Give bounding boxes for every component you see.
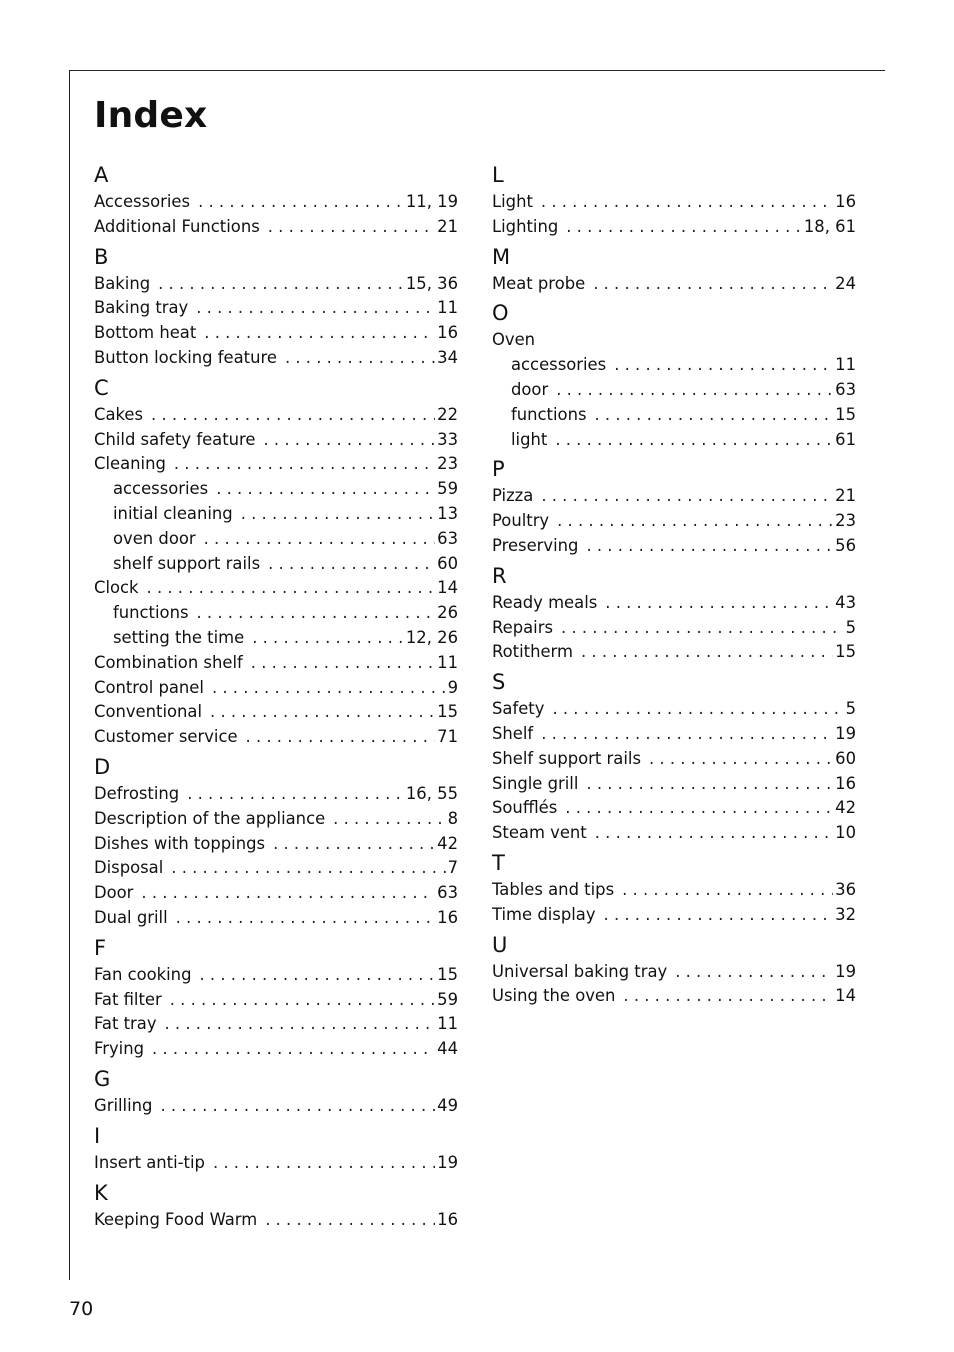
entry-page-number: 14 [835, 986, 856, 1006]
dot-leader [204, 527, 436, 552]
dot-leader [623, 984, 833, 1009]
index-subentry [492, 403, 856, 428]
index-entry [94, 190, 458, 215]
entry-label: accessories [511, 355, 607, 375]
index-entry [94, 1012, 458, 1037]
index-entry [94, 651, 458, 676]
entry-page-number: 36 [835, 879, 856, 899]
dot-leader [171, 856, 445, 881]
index-entry [94, 428, 458, 453]
entry-page-number: 61 [835, 429, 856, 449]
entry-label: Clock [94, 578, 139, 598]
index-subentry [94, 502, 458, 527]
index-entry [94, 452, 458, 477]
entry-page-number: 15 [437, 702, 458, 722]
entry-label: Repairs [492, 617, 554, 637]
entry-label: Safety [492, 699, 545, 719]
index-entry [492, 509, 856, 534]
left-rule [69, 70, 70, 1280]
index-entry [492, 215, 856, 240]
index-entry [94, 346, 458, 371]
entry-page-number: 12, 26 [405, 627, 458, 647]
index-letter-l: L [492, 163, 504, 187]
index-letter-s: S [492, 670, 506, 695]
entry-page-number: 9 [447, 677, 458, 697]
entry-page-number: 42 [835, 798, 856, 818]
index-entry [94, 906, 458, 931]
index-letter-d: D [94, 754, 111, 779]
entry-label: Preserving [492, 535, 579, 555]
entry-page-number: 21 [835, 486, 856, 506]
entry-label: Shelf [492, 723, 534, 743]
index-column-left [94, 162, 458, 1232]
dot-leader [196, 296, 435, 321]
entry-label: Meat probe [492, 273, 586, 293]
entry-label: Insert anti-tip [94, 1152, 205, 1172]
entry-label: Cleaning [94, 454, 166, 474]
index-subentry [94, 527, 458, 552]
dot-leader [241, 502, 435, 527]
entry-label: oven door [113, 528, 196, 548]
entry-label: Accessories [94, 192, 191, 211]
dot-leader [555, 428, 833, 453]
dot-leader [541, 722, 833, 747]
dot-leader [268, 215, 435, 240]
entry-page-number: 26 [437, 603, 458, 623]
entry-page-number: 32 [835, 904, 856, 924]
dot-leader [556, 378, 833, 403]
dot-leader [216, 477, 435, 502]
entry-page-number: 60 [437, 553, 458, 573]
entry-page-number: 49 [437, 1095, 458, 1115]
entry-page-number: 18, 61 [803, 216, 856, 236]
entry-page-number: 16 [437, 1209, 458, 1229]
entry-label: Conventional [94, 702, 203, 722]
entry-page-number: 23 [437, 454, 458, 474]
index-letter-g: G [94, 1066, 111, 1091]
entry-page-number: 71 [437, 727, 458, 747]
index-entry [492, 878, 856, 903]
entry-label: Frying [94, 1039, 145, 1059]
dot-leader [199, 963, 435, 988]
entry-page-number: 15, 36 [405, 273, 458, 293]
entry-page-number: 60 [835, 748, 856, 768]
dot-leader [614, 353, 833, 378]
entry-page-number: 63 [835, 379, 856, 399]
index-entry [94, 1037, 458, 1062]
index-entry [94, 725, 458, 750]
dot-leader [268, 552, 435, 577]
entry-page-number: 13 [437, 503, 458, 523]
index-entry [94, 807, 458, 832]
entry-page-number: 14 [437, 578, 458, 598]
dot-leader [264, 428, 436, 453]
entry-label: Tables and tips [492, 879, 615, 899]
index-entry [492, 960, 856, 985]
entry-page-number: 10 [835, 823, 856, 843]
dot-leader [246, 725, 436, 750]
dot-leader [622, 878, 833, 903]
entry-page-number: 11 [437, 298, 458, 318]
index-entry [94, 782, 458, 807]
entry-page-number: 16 [835, 773, 856, 793]
dot-leader [170, 988, 435, 1013]
entry-page-number: 21 [437, 216, 458, 236]
entry-page-number: 19 [835, 961, 856, 981]
entry-page-number: 16 [437, 907, 458, 927]
dot-leader [285, 346, 435, 371]
dot-leader [176, 906, 436, 931]
index-letter-a: A [94, 163, 109, 187]
entry-page-number: 15 [835, 404, 856, 424]
dot-leader [565, 796, 833, 821]
entry-label: Cakes [94, 404, 144, 424]
index-entry [492, 534, 856, 559]
entry-label: Ready meals [492, 592, 598, 612]
index-subentry [94, 552, 458, 577]
entry-label: functions [113, 603, 189, 623]
entry-page-number: 16 [835, 192, 856, 211]
entry-page-number: 19 [437, 1152, 458, 1172]
entry-label: shelf support rails [113, 553, 261, 573]
dot-leader [147, 576, 436, 601]
dot-leader [541, 190, 833, 215]
dot-leader [204, 321, 435, 346]
entry-page-number: 19 [835, 723, 856, 743]
entry-page-number: 22 [437, 404, 458, 424]
index-entry [492, 796, 856, 821]
entry-label: Fat tray [94, 1014, 157, 1034]
index-entry [94, 1094, 458, 1119]
entry-label: Dishes with toppings [94, 833, 266, 853]
dot-leader [210, 700, 435, 725]
entry-label: Oven [492, 330, 536, 350]
entry-label: Poultry [492, 511, 550, 531]
entry-label: Rotitherm [492, 642, 573, 662]
index-letter-p: P [492, 457, 505, 482]
index-letter-f: F [94, 935, 107, 960]
page-title: Index [94, 95, 208, 136]
index-letter-r: R [492, 563, 507, 588]
index-entry [492, 821, 856, 846]
entry-page-number: 11, 19 [405, 192, 458, 211]
index-letter-c: C [94, 375, 109, 400]
entry-label: Light [492, 192, 533, 211]
dot-leader [165, 1012, 436, 1037]
dot-leader [158, 272, 404, 297]
entry-label: Using the oven [492, 986, 616, 1006]
dot-leader [198, 190, 404, 215]
entry-label: Pizza [492, 486, 534, 506]
index-subentry [94, 477, 458, 502]
dot-leader [151, 403, 435, 428]
index-entry [94, 296, 458, 321]
index-entry [94, 832, 458, 857]
entry-page-number: 11 [437, 652, 458, 672]
dot-leader [649, 747, 833, 772]
index-letter-t: T [492, 850, 505, 875]
index-entry [94, 403, 458, 428]
entry-page-number: 23 [835, 511, 856, 531]
entry-label: Description of the appliance [94, 808, 326, 828]
index-entry [94, 988, 458, 1013]
index-subentry [492, 428, 856, 453]
entry-label: accessories [113, 479, 209, 499]
entry-page-number: 8 [447, 808, 458, 828]
entry-label: Shelf support rails [492, 748, 641, 768]
index-entry [492, 591, 856, 616]
index-subentry [94, 626, 458, 651]
entry-page-number: 33 [437, 429, 458, 449]
dot-leader [273, 832, 435, 857]
entry-page-number: 24 [835, 273, 856, 293]
dot-leader [593, 272, 833, 297]
index-letter-u: U [492, 932, 508, 957]
dot-leader [552, 697, 843, 722]
index-subentry [94, 601, 458, 626]
page-number: 70 [69, 1298, 94, 1320]
index-letter-o: O [492, 301, 509, 326]
entry-label: Baking tray [94, 298, 189, 318]
entry-label: Single grill [492, 773, 579, 793]
index-entry [94, 272, 458, 297]
entry-label: Bottom heat [94, 323, 197, 343]
index-entry [492, 697, 856, 722]
entry-label: Grilling [94, 1095, 153, 1115]
dot-leader [557, 509, 833, 534]
index-entry [94, 576, 458, 601]
index-entry [94, 676, 458, 701]
dot-leader [675, 960, 833, 985]
index-entry [492, 722, 856, 747]
dot-leader [212, 676, 446, 701]
dot-leader [160, 1094, 435, 1119]
entry-label: Soufflés [492, 798, 558, 818]
entry-label: Baking [94, 273, 151, 293]
entry-label: Steam vent [492, 823, 587, 843]
dot-leader [604, 903, 834, 928]
entry-label: Door [94, 883, 134, 903]
dot-leader [566, 215, 802, 240]
entry-label: initial cleaning [113, 503, 233, 523]
entry-label: Customer service [94, 727, 238, 747]
index-letter-k: K [94, 1180, 108, 1205]
entry-page-number: 44 [437, 1039, 458, 1059]
entry-label: Child safety feature [94, 429, 256, 449]
entry-page-number: 5 [845, 617, 856, 637]
index-entry [492, 640, 856, 665]
dot-leader [333, 807, 445, 832]
index-entry [94, 321, 458, 346]
entry-page-number: 15 [835, 642, 856, 662]
index-entry [492, 616, 856, 641]
entry-label: setting the time [113, 627, 245, 647]
dot-leader [252, 626, 404, 651]
index-entry [492, 272, 856, 297]
entry-label: light [511, 429, 548, 449]
entry-label: Keeping Food Warm [94, 1209, 258, 1229]
index-entry [492, 328, 856, 353]
entry-page-number: 34 [437, 347, 458, 367]
dot-leader [595, 821, 833, 846]
entry-label: Disposal [94, 858, 164, 878]
entry-page-number: 7 [447, 858, 458, 878]
dot-leader [581, 640, 833, 665]
entry-label: Defrosting [94, 783, 180, 803]
entry-page-number: 42 [437, 833, 458, 853]
dot-leader [605, 591, 833, 616]
dot-leader [174, 452, 435, 477]
index-entry [492, 747, 856, 772]
entry-label: door [511, 379, 549, 399]
top-rule [69, 70, 885, 71]
entry-label: Combination shelf [94, 652, 243, 672]
entry-label: functions [511, 404, 587, 424]
dot-leader [265, 1208, 435, 1233]
entry-page-number: 16, 55 [405, 783, 458, 803]
entry-page-number: 63 [437, 528, 458, 548]
dot-leader [586, 534, 833, 559]
entry-label: Time display [492, 904, 596, 924]
index-entry [94, 1208, 458, 1233]
entry-page-number: 59 [437, 989, 458, 1009]
dot-leader [187, 782, 404, 807]
entry-label: Button locking feature [94, 347, 277, 367]
dot-leader [586, 772, 833, 797]
entry-page-number: 16 [437, 323, 458, 343]
entry-page-number: 11 [835, 355, 856, 375]
index-entry [94, 1151, 458, 1176]
index-entry [94, 215, 458, 240]
index-entry [492, 772, 856, 797]
entry-label: Universal baking tray [492, 961, 668, 981]
entry-page-number: 15 [437, 964, 458, 984]
index-letter-m: M [492, 244, 511, 269]
entry-label: Lighting [492, 216, 559, 236]
index-entry [94, 856, 458, 881]
index-entry [94, 881, 458, 906]
entry-page-number: 56 [835, 535, 856, 555]
entry-label: Additional Functions [94, 216, 260, 236]
index-subentry [492, 378, 856, 403]
entry-page-number: 11 [437, 1014, 458, 1034]
entry-page-number: 43 [835, 592, 856, 612]
entry-page-number: 63 [437, 883, 458, 903]
dot-leader [541, 484, 833, 509]
entry-label: Fat filter [94, 989, 162, 1009]
dot-leader [152, 1037, 435, 1062]
dot-leader [595, 403, 834, 428]
index-letter-b: B [94, 244, 109, 269]
index-entry [492, 484, 856, 509]
dot-leader [141, 881, 435, 906]
dot-leader [197, 601, 436, 626]
entry-label: Control panel [94, 677, 204, 697]
entry-label: Dual grill [94, 907, 168, 927]
index-entry [492, 984, 856, 1009]
entry-page-number: 5 [845, 699, 856, 719]
index-entry [492, 190, 856, 215]
index-subentry [492, 353, 856, 378]
dot-leader [213, 1151, 435, 1176]
index-column-right [492, 162, 856, 1009]
dot-leader [561, 616, 844, 641]
index-entry [94, 963, 458, 988]
index-entry [492, 903, 856, 928]
index-entry [94, 700, 458, 725]
index-letter-i: I [94, 1123, 101, 1148]
entry-label: Fan cooking [94, 964, 192, 984]
entry-page-number: 59 [437, 479, 458, 499]
dot-leader [251, 651, 435, 676]
